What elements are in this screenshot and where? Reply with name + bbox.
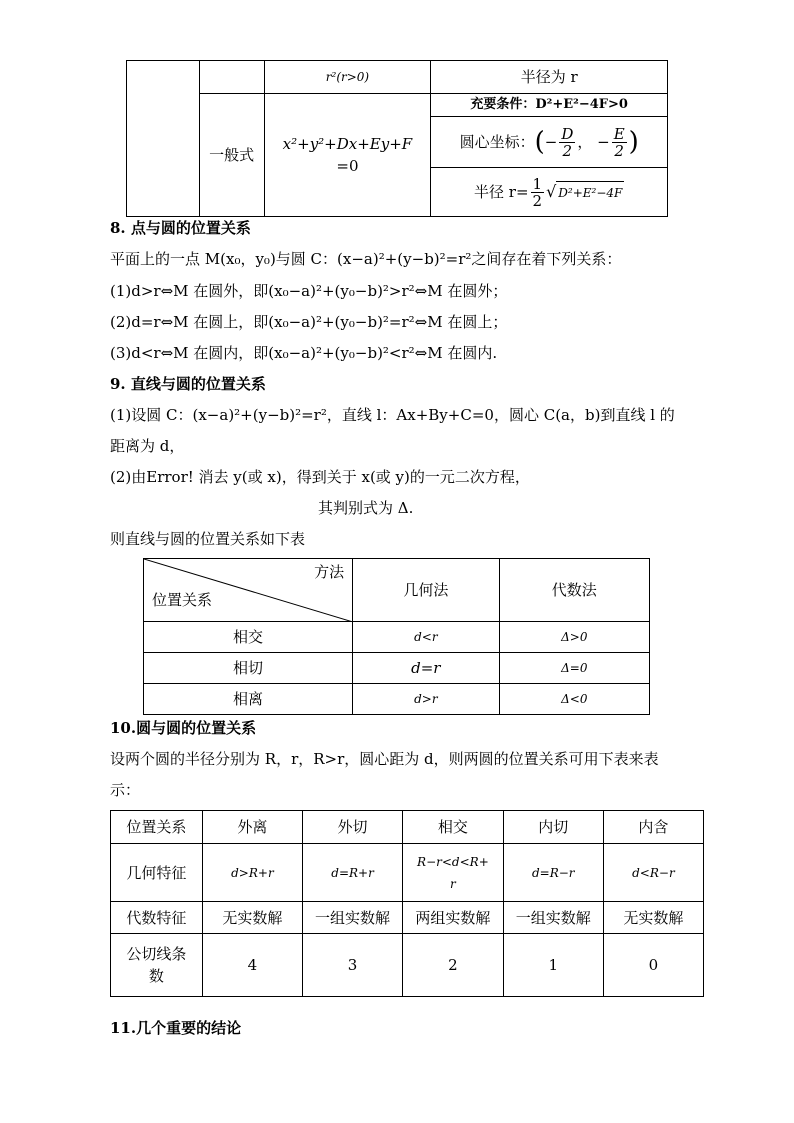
alg-value: Δ<0 [499,684,649,715]
section8-title: 8. 点与圆的位置关系 [110,219,251,237]
header-int-tangent: 内切 [503,811,603,844]
line-circle-table [143,558,650,715]
right-paren-icon: ) [628,127,639,157]
section9-line1: (1)设圆 C：(x−a)²+(y−b)²=r²，直线 l：Ax+By+C=0，圆心 C(a，b)到直线 l 的 [110,406,675,424]
geo-value-intersect [403,844,504,902]
center-den: 2 [562,141,573,160]
row-label: 相切 [144,653,353,684]
radius-cell: 半径为 r [431,61,668,94]
geo-value: d=R−r [503,844,603,902]
radius-label: 半径 r= [474,183,529,201]
radius-den: 2 [532,191,543,210]
alg-value: 两组实数解 [403,902,504,934]
alg-value: 无实数解 [603,902,703,934]
row-label: 相交 [144,622,353,653]
empty-cell [199,61,264,94]
section9-line3: 其判别式为 Δ. [318,499,414,517]
alg-label: 代数特征 [111,902,203,934]
empty-cell [127,61,200,217]
radius-sqrt: D²+E²−4F [556,181,624,204]
tangent-value: 1 [503,934,603,997]
section9-line4: 则直线与圆的位置关系如下表 [110,530,306,548]
radius-num: 1 [532,174,543,193]
general-eq-line1: x²+y²+Dx+Ey+F [282,135,413,153]
alg-value: Δ=0 [499,653,649,684]
section10-title: 10.圆与圆的位置关系 [110,719,257,737]
tangent-value: 0 [603,934,703,997]
header-position: 位置关系 [152,591,213,609]
center-coord-row: 圆心坐标： ( − $\frac{D}{2}$ ， − $\frac{E}{2}$ ) [431,117,667,168]
geo-value: d=r [353,653,499,684]
section9-line1b: 距离为 d， [110,437,185,455]
alg-value: 一组实数解 [302,902,402,934]
general-eq-cell [264,94,431,217]
section8-intro: 平面上的一点 M(x₀，y₀)与圆 C：(x−a)²+(y−b)²=r²之间存在着下列关系： [110,250,622,268]
header-geometric: 几何法 [353,559,499,622]
condition-text: 充要条件：D²+E²−4F>0 [431,94,667,117]
alg-value: 一组实数解 [503,902,603,934]
geo-value: d>R+r [202,844,302,902]
section10-line1b: 示： [110,781,141,799]
geo-value: d>r [353,684,499,715]
geo-value-line1: R−r<d<R+ [417,854,489,869]
section8-line3: (3)d<r⇔M 在圆内，即(x₀−a)²+(y₀−b)²<r²⇔M 在圆内. [110,344,498,362]
tangent-value: 4 [202,934,302,997]
geo-value: d<r [353,622,499,653]
circle-equation-table [126,60,668,217]
geo-label: 几何特征 [111,844,203,902]
alg-value: Δ>0 [499,622,649,653]
section8-line1: (1)d>r⇔M 在圆外，即(x₀−a)²+(y₀−b)²>r²⇔M 在圆外； [110,282,508,300]
section9-title: 9. 直线与圆的位置关系 [110,375,266,393]
sqrt-icon: √ [546,182,557,201]
row-label: 相离 [144,684,353,715]
header-method: 方法 [314,563,345,581]
header-separate: 外离 [202,811,302,844]
header-contain: 内含 [603,811,703,844]
section8-line2: (2)d=r⇔M 在圆上，即(x₀−a)²+(y₀−b)²=r²⇔M 在圆上； [110,313,508,331]
tangent-label-line2: 数 [148,967,164,985]
tangent-value: 2 [403,934,504,997]
geo-value: d<R−r [603,844,703,902]
radius-row [431,168,667,216]
section10-line1: 设两个圆的半径分别为 R，r，R>r，圆心距为 d，则两圆的位置关系可用下表来表 [110,750,659,768]
alg-value: 无实数解 [202,902,302,934]
center-d: D [561,124,574,143]
center-label: 圆心坐标： [459,133,535,151]
general-info-cell [431,94,668,217]
diagonal-header-cell [144,559,353,622]
geo-value-line2: r [450,876,456,891]
center-den-2: 2 [614,141,624,160]
header-position: 位置关系 [111,811,203,844]
center-e: E [613,124,625,143]
tangent-label-line1: 公切线条 [126,945,187,963]
header-intersect: 相交 [403,811,504,844]
left-paren-icon: ( [534,127,545,157]
tangent-value: 3 [302,934,402,997]
general-eq-line2: =0 [336,157,359,175]
section11-title: 11.几个重要的结论 [110,1019,242,1037]
standard-eq-cell: r²(r>0) [264,61,431,94]
geo-value: d=R+r [302,844,402,902]
header-algebraic: 代数法 [499,559,649,622]
header-ext-tangent: 外切 [302,811,402,844]
general-form-label: 一般式 [199,94,264,217]
circle-circle-table [110,810,704,997]
tangent-label [111,934,203,997]
section9-line2: (2)由Error! 消去 y(或 x)，得到关于 x(或 y)的一元二次方程， [110,468,530,486]
